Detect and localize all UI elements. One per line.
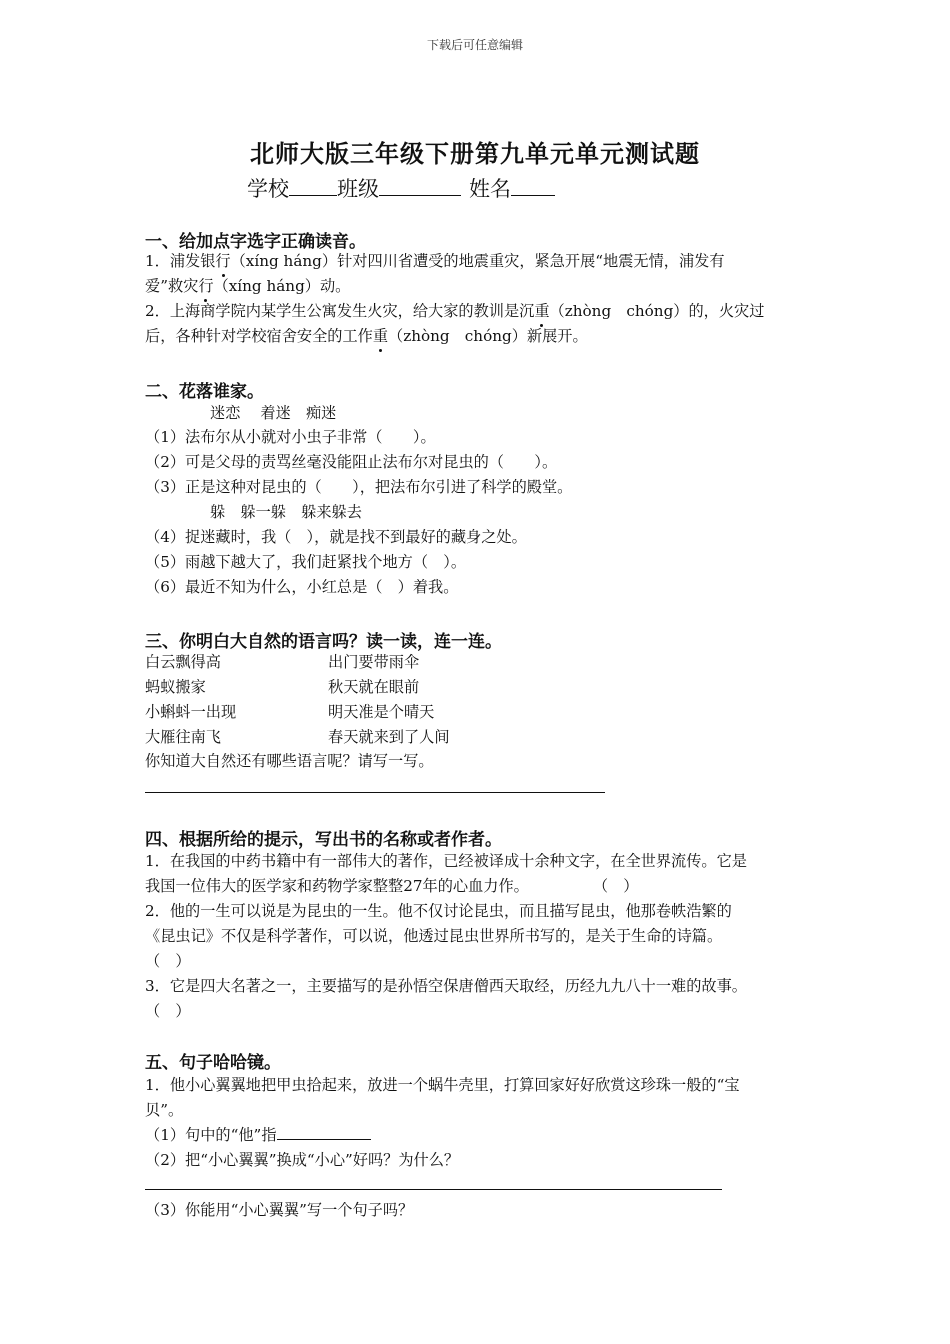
dotted-char: 行 [215, 252, 231, 270]
page-header-note: 下载后可任意编辑 [426, 38, 523, 52]
dotted-char: 行 [198, 277, 214, 295]
s5-q1-line-2: 贝”。 [145, 1101, 184, 1119]
s2-q6: （6）最近不知为什么，小红总是（ ）着我。 [145, 578, 459, 596]
student-info-line [247, 173, 555, 203]
s2-q1: （1）法布尔从小就对小虫子非常（ ）。 [145, 428, 436, 446]
dotted-char: 重 [372, 327, 388, 345]
s2-q4: （4）捉迷藏时，我（ ），就是找不到最好的藏身之处。 [145, 528, 527, 546]
s5-p1 [145, 1124, 371, 1145]
answer-line[interactable] [145, 1189, 722, 1190]
section-3-heading: 三、你明白大自然的语言吗？读一读，连一连。 [145, 632, 502, 652]
match-left-item[interactable]: 小蝌蚪一出现 [145, 703, 237, 721]
s1-q2-text: 2．上海商学院内某学生公寓发生火灾，给大家的教训是沉 [145, 302, 535, 320]
section-2-heading: 二、花落谁家。 [145, 382, 264, 402]
s1-q2-text: （zhòng chóng）新展开。 [388, 327, 588, 345]
s1-q1-line-2 [145, 275, 350, 296]
s4-q1-line-1: 1．在我国的中药书籍中有一部伟大的著作，已经被译成十余种文字，在全世界流传。它是 [145, 852, 747, 870]
match-left-item[interactable]: 蚂蚁搬家 [145, 678, 206, 696]
page-title: 北师大版三年级下册第九单元单元测试题 [250, 139, 700, 168]
s1-q2-text: 后，各种针对学校宿舍安全的工作 [145, 327, 373, 345]
s4-q1-line-2 [145, 875, 638, 896]
answer-blank[interactable] [277, 1125, 371, 1140]
match-left-item[interactable]: 白云飘得高 [145, 653, 221, 671]
word-options-2: 躲 躲一躲 躲来躲去 [210, 503, 362, 521]
s4-q3-line-1: 3．它是四大名著之一，主要描写的是孙悟空保唐僧西天取经，历经九九八十一难的故事。 [145, 977, 747, 995]
s1-q2-text: （zhòng chóng）的，火灾过 [549, 302, 765, 320]
match-right-item[interactable]: 出门要带雨伞 [328, 653, 420, 671]
s5-q1-line-1: 1．他小心翼翼地把甲虫拾起来，放进一个蜗牛壳里，打算回家好好欣赏这珍珠一般的“宝 [145, 1076, 740, 1094]
word-options-1: 迷恋 着迷 痴迷 [210, 404, 337, 422]
answer-parens[interactable]: （ ） [145, 952, 191, 970]
answer-parens[interactable]: （ ） [145, 1002, 191, 1020]
s4-q1-text: 我国一位伟大的医学家和药物学家整整27年的心血力作。 [145, 877, 529, 895]
answer-line[interactable] [145, 792, 605, 793]
match-left-item[interactable]: 大雁往南飞 [145, 728, 221, 746]
s3-write-prompt: 你知道大自然还有哪些语言呢？请写一写。 [145, 752, 434, 770]
s1-q1-text: （xíng háng）针对四川省遭受的地震重灾，紧急开展“地震无情，浦发有 [230, 252, 725, 270]
section-5-heading: 五、句子哈哈镜。 [145, 1053, 281, 1073]
school-label: 学校 [247, 177, 289, 201]
s4-q2-line-2: 《昆虫记》不仅是科学著作，可以说，他透过昆虫世界所书写的，是关于生命的诗篇。 [145, 927, 723, 945]
s1-q1-text: （xíng háng）动。 [213, 277, 351, 295]
section-4-heading: 四、根据所给的提示，写出书的名称或者作者。 [145, 830, 502, 850]
s2-q2: （2）可是父母的责骂丝毫没能阻止法布尔对昆虫的（ ）。 [145, 453, 558, 471]
match-right-item[interactable]: 春天就来到了人间 [328, 728, 450, 746]
s1-q1-text: 1．浦发银 [145, 252, 216, 270]
class-label: 班级 [337, 177, 379, 201]
s5-p1-text: （1）句中的“他”指 [145, 1126, 277, 1144]
s2-q5: （5）雨越下越大了，我们赶紧找个地方（ ）。 [145, 553, 467, 571]
dotted-char: 重 [534, 302, 550, 320]
s1-q1-text: 爱”救灾 [145, 277, 199, 295]
match-right-item[interactable]: 秋天就在眼前 [328, 678, 420, 696]
s4-q2-line-1: 2．他的一生可以说是为昆虫的一生。他不仅讨论昆虫，而且描写昆虫，他那卷帙浩繁的 [145, 902, 732, 920]
s2-q3: （3）正是这种对昆虫的（ ），把法布尔引进了科学的殿堂。 [145, 478, 573, 496]
name-label: 姓名 [469, 177, 511, 201]
s5-p3: （3）你能用“小心翼翼”写一个句子吗？ [145, 1201, 414, 1219]
name-blank[interactable] [511, 177, 555, 196]
section-1-heading: 一、给加点字选字正确读音。 [145, 232, 366, 252]
school-blank[interactable] [289, 177, 337, 196]
answer-parens[interactable]: （ ） [592, 877, 639, 895]
s1-q1-line-1 [145, 250, 725, 271]
s1-q2-line-2 [145, 325, 588, 346]
s1-q2-line-1 [145, 300, 764, 321]
s5-p2: （2）把“小心翼翼”换成“小心”好吗？为什么？ [145, 1151, 460, 1169]
class-blank[interactable] [379, 177, 461, 196]
match-right-item[interactable]: 明天准是个晴天 [328, 703, 435, 721]
